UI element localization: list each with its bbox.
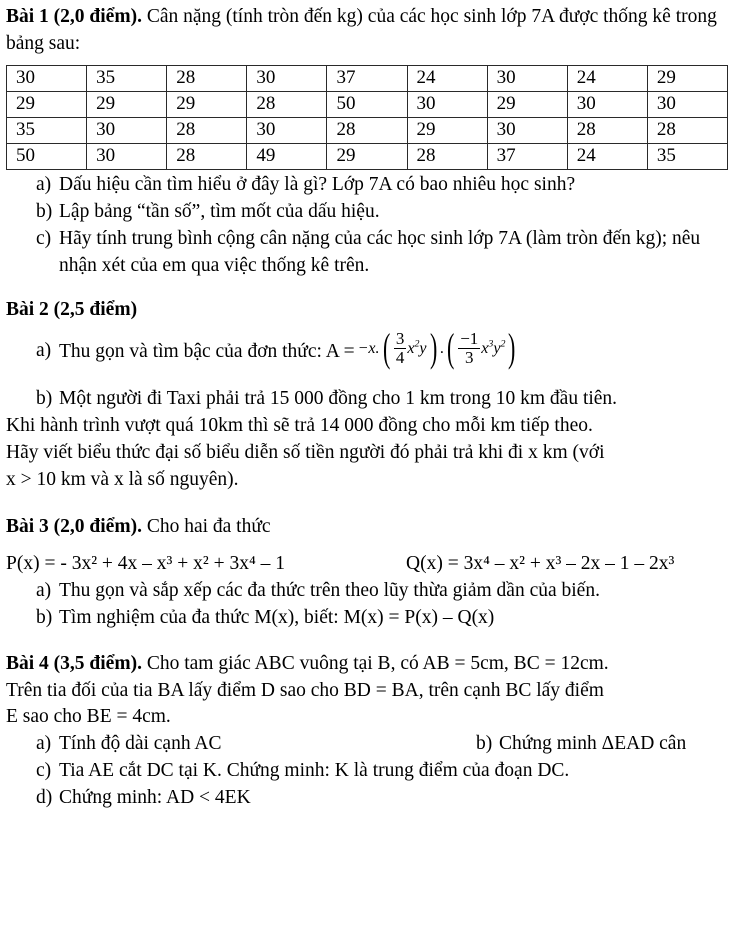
list-item bbox=[6, 731, 727, 758]
table-cell: 28 bbox=[247, 91, 327, 117]
exercise-2-heading: Bài 2 (2,5 điểm) bbox=[6, 299, 138, 321]
table-cell: 30 bbox=[567, 91, 647, 117]
list-marker: b) bbox=[36, 606, 53, 628]
table-cell: 24 bbox=[407, 65, 487, 91]
table-cell: 29 bbox=[167, 91, 247, 117]
exercise-2-item-b bbox=[6, 386, 727, 494]
list-item bbox=[6, 605, 727, 632]
table-cell: 29 bbox=[487, 91, 567, 117]
polynomial-q: Q(x) = 3x⁴ – x² + x³ – 2x – 1 – 2x³ bbox=[406, 552, 675, 574]
table-cell: 30 bbox=[7, 65, 87, 91]
right-paren-1: ) bbox=[429, 325, 437, 371]
table-cell: 24 bbox=[567, 143, 647, 169]
table-cell: 35 bbox=[87, 65, 167, 91]
table-cell: 24 bbox=[567, 65, 647, 91]
exercise-2-item-a-text: Thu gọn và tìm bậc của đơn thức: A = bbox=[59, 341, 355, 363]
list-marker: c) bbox=[36, 760, 52, 782]
table-cell: 50 bbox=[7, 143, 87, 169]
list-marker: b) bbox=[36, 200, 53, 222]
exercise-3-heading-line bbox=[6, 514, 727, 541]
list-marker: c) bbox=[36, 227, 52, 249]
multiplication-dot: . bbox=[439, 339, 444, 357]
list-marker: b) bbox=[36, 388, 53, 410]
table-cell: 30 bbox=[87, 117, 167, 143]
polynomial-p: P(x) = - 3x² + 4x – x³ + x² + 3x⁴ – 1 bbox=[6, 552, 286, 574]
table-cell: 28 bbox=[327, 117, 407, 143]
fraction-three-quarters: $\frac{3}{4}$ bbox=[395, 329, 405, 368]
table-cell: 29 bbox=[7, 91, 87, 117]
list-item-text: Chứng minh: AD < 4EK bbox=[59, 787, 251, 809]
table-cell: 28 bbox=[407, 143, 487, 169]
exercise-1-heading: Bài 1 (2,0 điểm). bbox=[6, 6, 142, 27]
list-item bbox=[6, 226, 727, 280]
table-row bbox=[7, 65, 728, 91]
table-cell: 30 bbox=[247, 65, 327, 91]
exercise-4-heading-line bbox=[6, 651, 727, 678]
list-marker: a) bbox=[36, 340, 52, 362]
table-cell: 49 bbox=[247, 143, 327, 169]
right-paren-2: ) bbox=[508, 325, 516, 371]
exercise-1-question-list bbox=[6, 172, 727, 280]
table-cell: 28 bbox=[167, 117, 247, 143]
exercise-4-body-line-1: Cho tam giác ABC vuông tại B, có AB = 5cm, BC = 12cm. bbox=[141, 652, 609, 674]
list-item bbox=[6, 199, 727, 226]
list-item-text: Tìm nghiệm của đa thức M(x), biết: M(x) = P(x) – Q(x) bbox=[59, 606, 495, 628]
list-item-text: Chứng minh ΔEAD cân bbox=[499, 733, 687, 755]
list-item-text: Lập bảng “tần số”, tìm mốt của dấu hiệu. bbox=[59, 200, 380, 222]
table-cell: 30 bbox=[487, 65, 567, 91]
table-cell: 30 bbox=[407, 91, 487, 117]
exercise-2-item-b-line-4: x > 10 km và x là số nguyên). bbox=[6, 469, 239, 491]
table-cell: 37 bbox=[487, 143, 567, 169]
list-marker: a) bbox=[36, 733, 52, 755]
list-marker: a) bbox=[36, 579, 52, 601]
table-cell: 50 bbox=[327, 91, 407, 117]
table-cell: 29 bbox=[407, 117, 487, 143]
table-row bbox=[7, 117, 728, 143]
exercise-4-item-b bbox=[446, 731, 727, 758]
exercise-3-heading: Bài 3 (2,0 điểm). bbox=[6, 515, 142, 537]
exercise-4-body-line-3: E sao cho BE = 4cm. bbox=[6, 706, 171, 728]
list-item bbox=[6, 578, 727, 605]
table-row bbox=[7, 143, 728, 169]
table-cell: 35 bbox=[7, 117, 87, 143]
list-marker: b) bbox=[476, 733, 493, 755]
expression-prefix: −x. bbox=[357, 339, 380, 357]
exercise-1-intro bbox=[6, 4, 727, 58]
polynomials-row bbox=[6, 551, 727, 578]
group1-variables: $x^2y$ bbox=[407, 338, 427, 357]
exercise-2-item-b-line-1 bbox=[6, 386, 727, 413]
weights-data-table bbox=[6, 65, 728, 170]
table-cell: 35 bbox=[647, 143, 727, 169]
table-cell: 28 bbox=[647, 117, 727, 143]
left-paren-2: ( bbox=[446, 325, 455, 371]
exercise-4-question-list bbox=[6, 731, 727, 812]
table-cell: 30 bbox=[487, 117, 567, 143]
table-cell: 28 bbox=[167, 143, 247, 169]
exercise-4-item-a bbox=[36, 731, 446, 758]
exercise-2-item-b-line-3: Hãy viết biểu thức đại số biểu diễn số tiền người đó phải trả khi đi x km (với bbox=[6, 442, 605, 464]
list-item bbox=[6, 758, 727, 785]
exercise-3-heading-text: Cho hai đa thức bbox=[141, 515, 271, 537]
list-item-text: Tính độ dài cạnh AC bbox=[59, 733, 222, 755]
list-marker: a) bbox=[36, 173, 52, 195]
table-cell: 30 bbox=[647, 91, 727, 117]
list-item bbox=[6, 785, 727, 812]
exercise-2-item-b-line-2: Khi hành trình vượt quá 10km thì sẽ trả 14 000 đồng cho mỗi km tiếp theo. bbox=[6, 415, 593, 437]
table-cell: 37 bbox=[327, 65, 407, 91]
list-marker: d) bbox=[36, 787, 53, 809]
list-item-text: Thu gọn và sắp xếp các đa thức trên theo lũy thừa giảm dần của biến. bbox=[59, 579, 600, 601]
table-cell: 30 bbox=[247, 117, 327, 143]
table-cell: 29 bbox=[87, 91, 167, 117]
exercise-4-heading: Bài 4 (3,5 điểm). bbox=[6, 652, 142, 674]
line-text: Một người đi Taxi phải trả 15 000 đồng cho 1 km trong 10 km đầu tiên. bbox=[59, 388, 618, 410]
fraction-minus-one-third: $\frac{-1}{3}$ bbox=[460, 329, 479, 368]
exercise-3-question-list bbox=[6, 578, 727, 632]
table-cell: 28 bbox=[167, 65, 247, 91]
exercise-1-intro-text: Cân nặng (tính tròn đến kg) của các học sinh lớp 7A được thống kê trong bảng sau: bbox=[6, 6, 717, 54]
monomial-expression bbox=[357, 325, 519, 371]
left-paren-1: ( bbox=[382, 325, 390, 371]
list-item-text: Tia AE cắt DC tại K. Chứng minh: K là trung điểm của đoạn DC. bbox=[59, 760, 570, 782]
two-column-items bbox=[36, 731, 727, 758]
list-item bbox=[6, 172, 727, 199]
table-cell: 29 bbox=[327, 143, 407, 169]
list-item-text: Dấu hiệu cần tìm hiểu ở đây là gì? Lớp 7A có bao nhiêu học sinh? bbox=[59, 173, 576, 195]
exercise-2-item-a bbox=[6, 325, 727, 376]
list-item-text: Hãy tính trung bình cộng cân nặng của các học sinh lớp 7A (làm tròn đến kg); nêu nhận xét của em qua việc thống kê trên. bbox=[59, 227, 701, 276]
table-cell: 28 bbox=[567, 117, 647, 143]
group2-variables: $x^3y^2$ bbox=[481, 338, 506, 357]
exercise-4-body-line-2: Trên tia đối của tia BA lấy điểm D sao cho BD = BA, trên cạnh BC lấy điểm bbox=[6, 679, 604, 701]
table-cell: 30 bbox=[87, 143, 167, 169]
table-row bbox=[7, 91, 728, 117]
table-cell: 29 bbox=[647, 65, 727, 91]
